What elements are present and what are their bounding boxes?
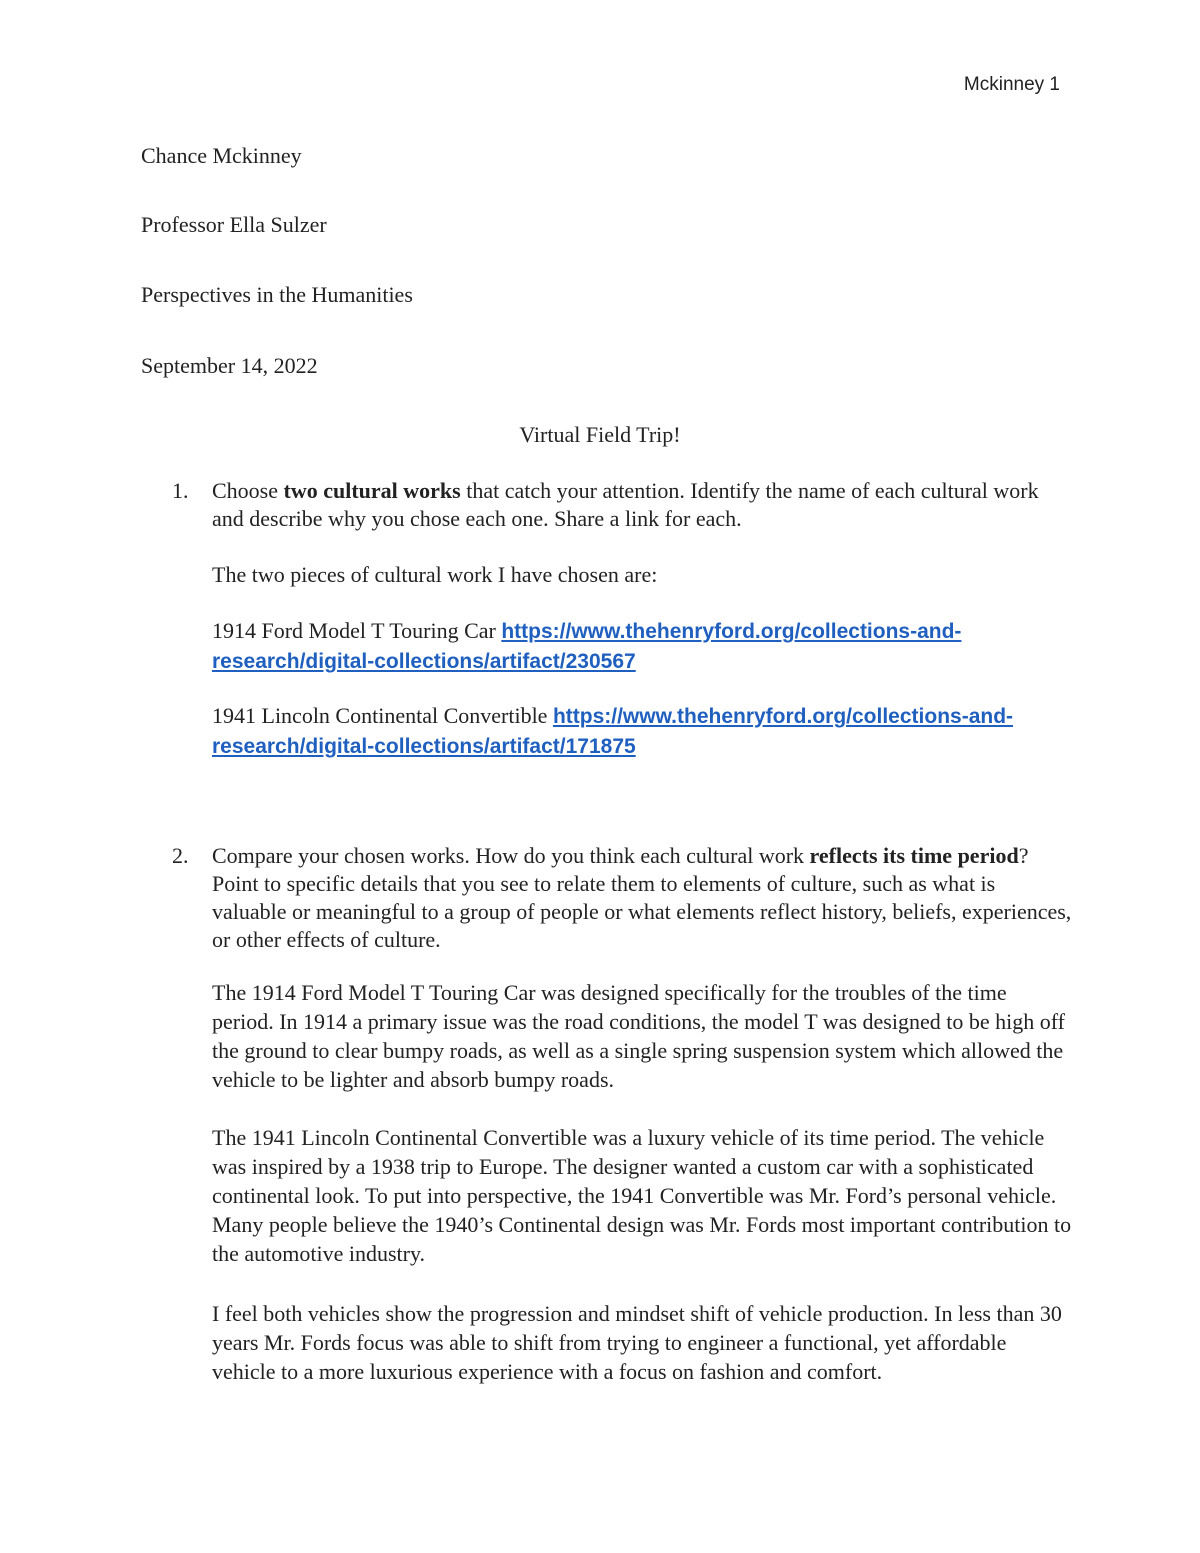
work-2-name: 1941 Lincoln Continental Convertible — [212, 703, 553, 728]
document-title: Virtual Field Trip! — [519, 422, 681, 447]
work-2-link[interactable]: https://www.thehenryford.org/collections-and-research/digital-collections/artifact/171875 — [212, 705, 1014, 758]
document-date: September 14, 2022 — [141, 353, 318, 378]
page-header: Mckinney 1 — [963, 74, 1060, 95]
answer-paragraph-2: The 1941 Lincoln Continental Convertible was a luxury vehicle of its time period. The vehicle was inspired by a 1938 trip to Europe. The designer wanted a custom car with a sophisticated continental look. To put into perspective, the 1941 Convertible was Mr. Ford’s personal vehicle. Many people believe the 1940’s Continental design was Mr. Fords most important contribution to the automotive industry. — [212, 1125, 1072, 1266]
question-prompt: Choose two cultural works that catch your attention. Identify the name of each cultural work and describe why you chose each one. Share a link for each. — [212, 478, 1039, 531]
question-number: 2. — [172, 843, 189, 868]
question-prompt: Compare your chosen works. How do you think each cultural work reflects its time period? Point to specific details that you see to relate them to elements of culture, such as what is valuable or meaningful to a group of people or what elements reflect history, beliefs, experiences, or other effects of culture. — [212, 843, 1072, 952]
question-2 — [172, 842, 1072, 957]
work-1-name: 1914 Ford Model T Touring Car — [212, 618, 502, 643]
student-name: Chance Mckinney — [141, 143, 302, 168]
professor-name: Professor Ella Sulzer — [141, 212, 327, 237]
course-name: Perspectives in the Humanities — [141, 282, 413, 307]
answer-paragraph-3: I feel both vehicles show the progression and mindset shift of vehicle production. In less than 30 years Mr. Fords focus was able to shift from trying to engineer a functional, yet affordable vehicle to a more luxurious experience with a focus on fashion and comfort. — [212, 1301, 1062, 1384]
answer-paragraph-1: The 1914 Ford Model T Touring Car was designed specifically for the troubles of the time period. In 1914 a primary issue was the road conditions, the model T was designed to be high off the ground to clear bumpy roads, as well as a single spring suspension system which allowed the vehicle to be lighter and absorb bumpy roads. — [212, 980, 1065, 1092]
work-1-entry — [212, 616, 1072, 676]
answer-intro: The two pieces of cultural work I have chosen are: — [212, 562, 658, 587]
question-1 — [172, 477, 1072, 537]
work-1-link[interactable]: https://www.thehenryford.org/collections-and-research/digital-collections/artifact/230567 — [212, 620, 962, 673]
work-2-entry — [212, 701, 1072, 761]
question-number: 1. — [172, 478, 189, 503]
